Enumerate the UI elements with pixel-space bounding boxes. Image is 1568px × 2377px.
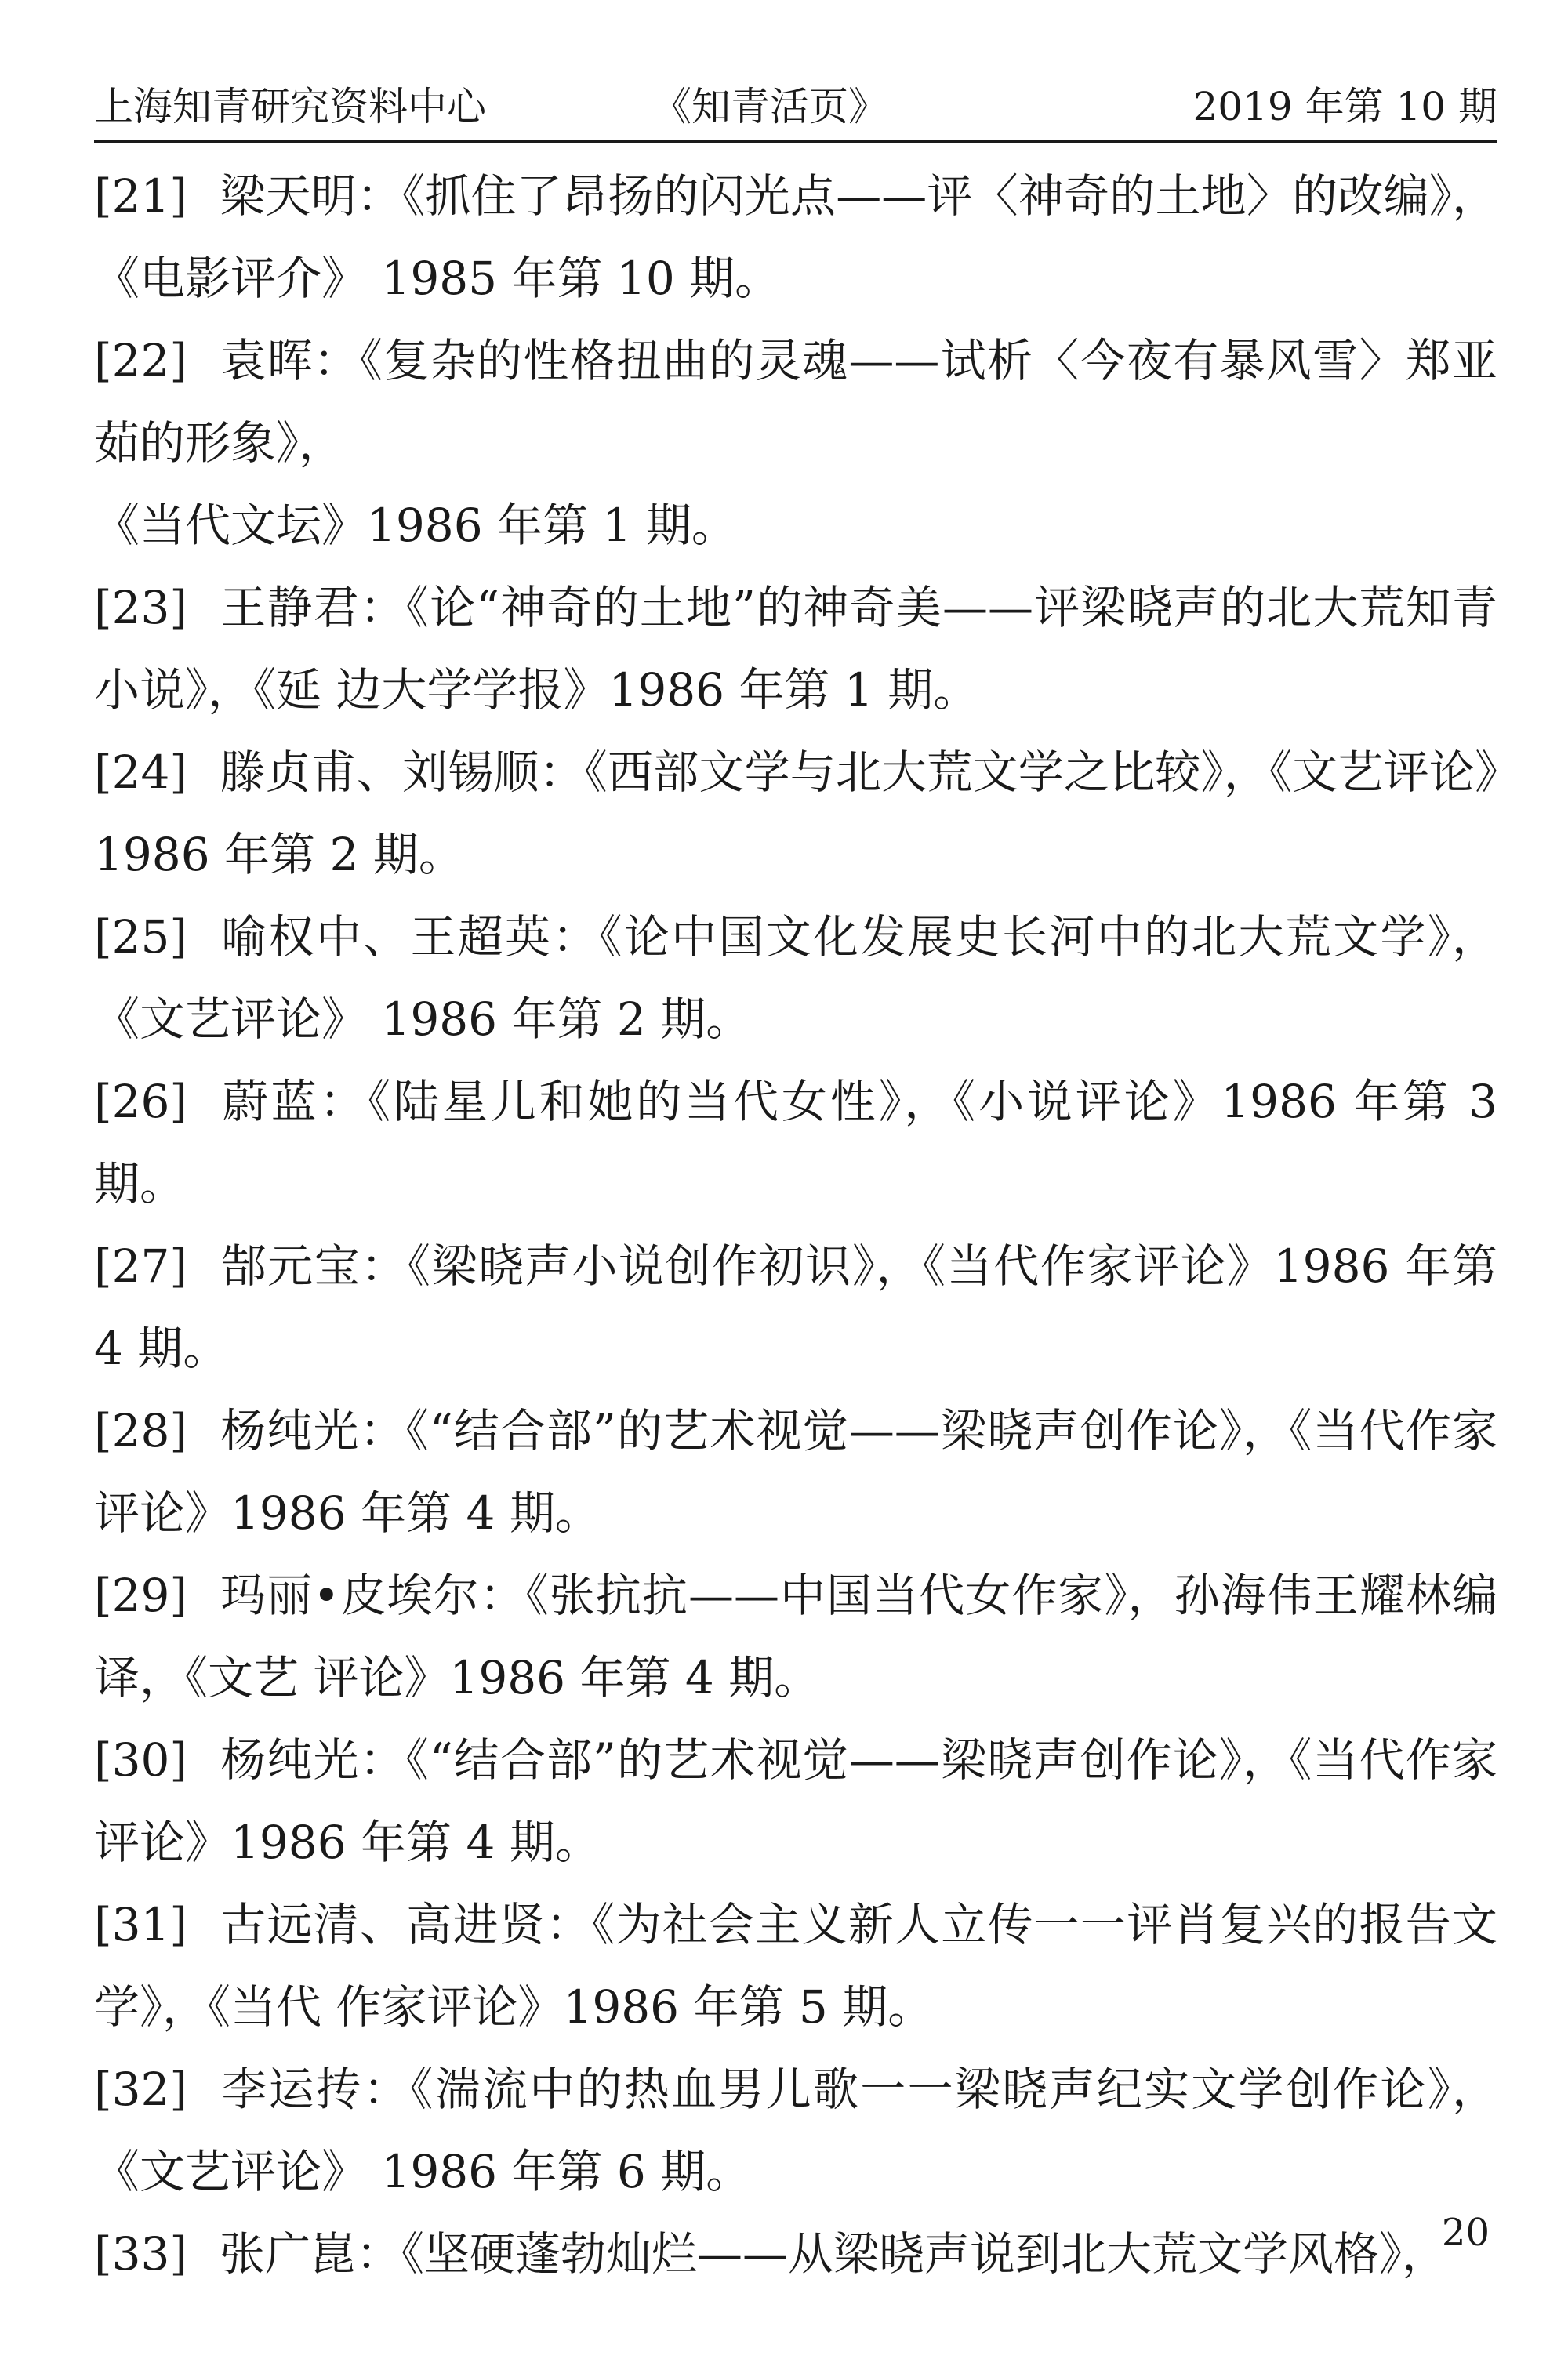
- reference-number: [23]: [94, 581, 188, 634]
- header-organization: 上海知青研究资料中心: [94, 84, 486, 129]
- reference-entry-28: [94, 1390, 1497, 1555]
- page-header: [94, 75, 1497, 138]
- reference-text: 张广崑：《坚硬蓬勃灿烂——从梁晓声说到北大荒文学风格》，: [220, 2227, 1448, 2281]
- reference-text: 李运抟：《湍流中的热血男儿歌一一梁晓声纪实文学创作论》，《文艺评论》 1986 年第 6 期。: [94, 2063, 1497, 2198]
- reference-number: [30]: [94, 1733, 188, 1787]
- reference-entry-21: [94, 155, 1497, 320]
- reference-number: [27]: [94, 1239, 188, 1293]
- reference-entry-26: [94, 1061, 1497, 1225]
- reference-number: [31]: [94, 1898, 188, 1951]
- reference-number: [22]: [94, 334, 188, 387]
- reference-text: 杨纯光：《“结合部”的艺术视觉——梁晓声创作论》，《当代作家评论》1986 年第 4 期。: [94, 1733, 1497, 1869]
- reference-text: 杨纯光：《“结合部”的艺术视觉——梁晓声创作论》，《当代作家评论》1986 年第 4 期。: [94, 1404, 1497, 1540]
- reference-text-continued: 《当代文坛》1986 年第 1 期。: [94, 499, 737, 552]
- reference-entry-33: [94, 2213, 1497, 2295]
- reference-entry-22: [94, 320, 1497, 567]
- reference-text: 喻权中、王超英：《论中国文化发展史长河中的北大荒文学》，《文艺评论》 1986 年第 2 期。: [94, 910, 1497, 1046]
- reference-number: [28]: [94, 1404, 188, 1457]
- reference-entry-25: [94, 896, 1497, 1061]
- reference-number: [25]: [94, 910, 188, 964]
- reference-number: [32]: [94, 2063, 188, 2116]
- reference-text: 玛丽•皮埃尔：《张抗抗——中国当代女作家》，孙海伟王耀林编译，《文艺 评论》1986 年第 4 期。: [94, 1569, 1497, 1704]
- header-issue: 2019 年第 10 期: [1192, 84, 1497, 129]
- reference-text: 王静君：《论“神奇的土地”的神奇美——评梁晓声的北大荒知青小说》，《延 边大学学报》1986 年第 1 期。: [94, 581, 1497, 717]
- reference-text: 滕贞甫、刘锡顺：《西部文学与北大荒文学之比较》，《文艺评论》1986 年第 2 期。: [94, 746, 1497, 881]
- reference-entry-29: [94, 1555, 1497, 1719]
- reference-number: [29]: [94, 1569, 188, 1622]
- reference-entry-30: [94, 1719, 1497, 1884]
- reference-entry-27: [94, 1225, 1497, 1390]
- reference-text: 古远清、高进贤：《为社会主义新人立传一一评肖复兴的报告文学》，《当代 作家评论》1986 年第 5 期。: [94, 1898, 1497, 2034]
- reference-entry-24: [94, 731, 1497, 896]
- reference-text: 袁晖：《复杂的性格扭曲的灵魂——试析〈今夜有暴风雪〉郑亚茹的形象》，: [94, 334, 1497, 470]
- reference-text: 梁天明：《抓住了昂扬的闪光点——评〈神奇的土地〉的改编》，《电影评介》 1985 年第 10 期。: [94, 169, 1497, 305]
- reference-number: [24]: [94, 746, 188, 799]
- reference-number: [33]: [94, 2227, 188, 2281]
- page-number: 20: [1441, 2211, 1490, 2255]
- reference-number: [21]: [94, 169, 188, 223]
- header-divider: [94, 140, 1497, 143]
- reference-entry-31: [94, 1884, 1497, 2049]
- reference-text: 郜元宝：《梁晓声小说创作初识》，《当代作家评论》1986 年第 4 期。: [94, 1239, 1497, 1375]
- reference-number: [26]: [94, 1075, 188, 1128]
- reference-entry-32: [94, 2049, 1497, 2213]
- reference-list: [94, 155, 1497, 2295]
- reference-text: 蔚蓝：《陆星儿和她的当代女性》，《小说评论》1986 年第 3 期。: [94, 1075, 1497, 1210]
- reference-entry-23: [94, 567, 1497, 731]
- header-publication-title: 《知青活页》: [652, 84, 887, 129]
